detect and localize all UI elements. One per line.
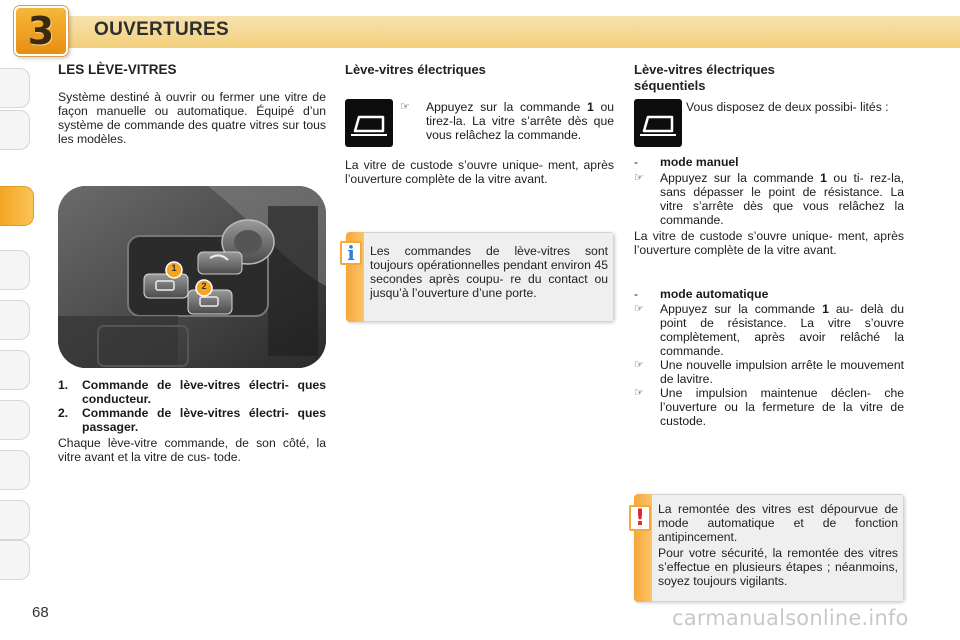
callout-1: 1 — [171, 263, 177, 273]
chapter-number: 3 — [27, 9, 55, 53]
middle-bullet — [400, 100, 614, 156]
legend-label: Commande de lève-vitres électri- ques conducteur. — [82, 378, 326, 406]
chapter-tab-5[interactable] — [0, 300, 30, 340]
section-title: OUVERTURES — [94, 19, 229, 40]
chapter-tab-9[interactable] — [0, 500, 30, 540]
chapter-tab-7[interactable] — [0, 400, 30, 440]
warning-icon: ! — [629, 505, 651, 531]
automatic-mode-label: - mode automatique — [634, 287, 769, 301]
left-outro: Chaque lève-vitre commande, de son côté, la vitre avant et la vitre de cus- tode. — [58, 436, 326, 464]
info-box — [346, 232, 614, 322]
automatic-bullet-2: ☞ Une nouvelle impulsion arrête le mouvement de lavitre. — [634, 358, 904, 386]
legend-number: 2. — [58, 406, 69, 420]
chapter-tabs — [0, 60, 32, 580]
info-text: Les commandes de lève-vitres sont toujours opérationnelles pendant environ 45 secondes après coupu- re du contact ou jusqu’à l’ouverture d’une porte. — [370, 244, 608, 300]
watermark: carmanualsonline.info — [672, 606, 909, 630]
pointing-hand-icon: ☞ — [634, 303, 644, 315]
warning-text-2: Pour votre sécurité, la remontée des vitres s’effectue en plusieurs étapes ; néanmoins, soyez toujours vigilants. — [658, 546, 898, 588]
manual-mode-label: - mode manuel — [634, 155, 739, 169]
warning-text-1: La remontée des vitres est dépourvue de mode automatique et de fonction antipincement. — [658, 502, 898, 544]
window-switch-icon — [634, 99, 682, 147]
chapter-tab-6[interactable] — [0, 350, 30, 390]
legend-label: Commande de lève-vitres électri- ques passager. — [82, 406, 326, 434]
bullet-rest: ou tirez-la. La vitre s’arrête dès que vous relâchez la commande. — [426, 100, 614, 142]
window-switch-icon — [345, 99, 393, 147]
chapter-tab-8[interactable] — [0, 450, 30, 490]
chapter-tab-2[interactable] — [0, 110, 30, 150]
command-number: 1 — [586, 100, 594, 114]
window-switch-photo — [58, 186, 326, 368]
callout-2: 2 — [201, 281, 207, 291]
info-icon: i — [340, 241, 362, 265]
automatic-bullet-3: ☞ Une impulsion maintenue déclen- che l’ouverture ou la fermeture de la vitre de custode. — [634, 386, 904, 428]
right-intro: Vous disposez de deux possibi- lités : — [686, 100, 889, 114]
pointing-hand-icon: ☞ — [634, 387, 644, 399]
chapter-tab-1[interactable] — [0, 68, 30, 108]
pointing-hand-icon: ☞ — [634, 172, 644, 184]
chapter-tab-4[interactable] — [0, 250, 30, 290]
left-intro: Système destiné à ouvrir ou fermer une vitre de façon manuelle ou automatique. Équipé d’un système de commande des quatre vitres sur tous les modèles. — [58, 90, 326, 146]
pointing-hand-icon: ☞ — [634, 359, 644, 371]
legend-number: 1. — [58, 378, 69, 392]
right-heading: Lève-vitres électriques séquentiels — [634, 62, 775, 93]
middle-heading: Lève-vitres électriques — [345, 62, 486, 77]
middle-paragraph: La vitre de custode s’ouvre unique- ment, après l’ouverture complète de la vitre avant. — [345, 158, 614, 186]
manual-bullet: ☞ Appuyez sur la commande 1 ou ti- rez-la, sans dépasser le point de résistance. La vitre s’arrête dès que vous relâchez la commande. — [634, 171, 904, 227]
left-heading: LES LÈVE-VITRES — [58, 62, 177, 77]
command-number: 1 — [822, 302, 829, 316]
command-number: 1 — [820, 171, 827, 185]
manual-paragraph: La vitre de custode s’ouvre unique- ment, après l’ouverture complète de la vitre avant. — [634, 229, 904, 257]
chapter-tab-3-active[interactable] — [0, 186, 34, 226]
pointing-hand-icon: ☞ — [400, 101, 410, 113]
chapter-badge — [14, 6, 68, 56]
chapter-tab-10[interactable] — [0, 540, 30, 580]
warning-box — [634, 494, 904, 602]
page-number: 68 — [32, 604, 49, 621]
automatic-bullet-1: ☞ Appuyez sur la commande 1 au- delà du point de résistance. La vitre s’ouvre complètement, après avoir relâché la commande. — [634, 302, 904, 358]
bullet-prefix: Appuyez sur la commande — [426, 100, 581, 114]
